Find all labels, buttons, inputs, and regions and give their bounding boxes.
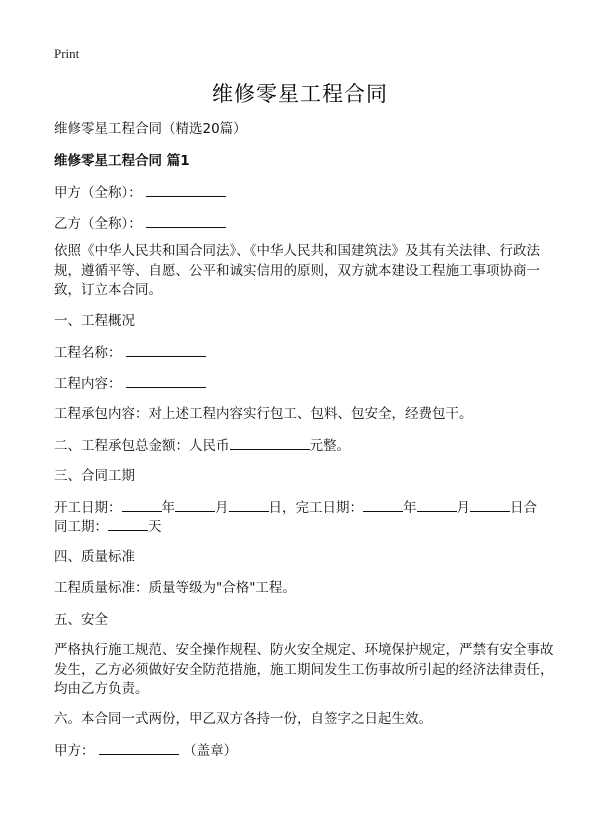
party-b-line — [54, 213, 226, 234]
document-subtitle: 维修零星工程合同（精选20篇） — [54, 121, 247, 137]
party-a-blank[interactable] — [146, 182, 226, 197]
project-name-line — [54, 342, 206, 363]
intro-paragraph: 依照《中华人民共和国合同法》、《中华人民共和国建筑法》及其有关法律、行政法规，遵循平等、自愿、公平和诚实信用的原则，双方就本建设工程施工事项协商一致，订立本合同。 — [54, 243, 540, 298]
section-2-prefix: 二、工程承包总金额：人民币 — [54, 438, 230, 454]
party-a-line — [54, 182, 226, 203]
duration-blank[interactable] — [108, 516, 148, 531]
project-content-label: 工程内容： — [54, 376, 122, 392]
contract-scope: 工程承包内容：对上述工程内容实行包工、包料、包安全，经费包干。 — [54, 406, 473, 422]
start-year-blank[interactable] — [122, 497, 162, 512]
month-label: 月 — [456, 500, 470, 516]
month-label: 月 — [215, 500, 229, 516]
duration-label: 同工期： — [54, 519, 108, 535]
project-name-blank[interactable] — [126, 342, 206, 357]
section-2-line — [54, 435, 350, 456]
section-4-heading: 四、质量标准 — [54, 549, 135, 565]
start-month-blank[interactable] — [175, 497, 215, 512]
section-heading: 维修零星工程合同 篇1 — [54, 153, 190, 169]
start-day-blank[interactable] — [229, 497, 269, 512]
section-3-heading: 三、合同工期 — [54, 468, 135, 484]
duration-line — [54, 516, 162, 537]
project-content-blank[interactable] — [126, 373, 206, 388]
signature-a-line — [54, 740, 237, 761]
project-content-line — [54, 373, 206, 394]
days-unit: 天 — [148, 519, 162, 535]
day-end-label: 日合 — [510, 500, 537, 516]
end-date-label: 完工日期： — [295, 500, 363, 516]
seal-label: （盖章） — [183, 743, 238, 759]
print-label: Print — [54, 46, 80, 61]
section-2-suffix: 元整。 — [309, 438, 350, 454]
party-b-label: 乙方（全称）： — [54, 216, 142, 232]
end-month-blank[interactable] — [417, 497, 457, 512]
section-5-heading: 五、安全 — [54, 612, 108, 628]
amount-blank[interactable] — [230, 435, 310, 450]
safety-paragraph: 严格执行施工规范、安全操作规程、防火安全规定、环境保护规定，严禁有安全事故发生，乙方必须做好安全防范措施，施工期间发生工伤事故所引起的经济法律责任，均由乙方负责。 — [54, 642, 554, 697]
party-a-label: 甲方（全称）： — [54, 185, 142, 201]
end-year-blank[interactable] — [363, 497, 403, 512]
party-b-blank[interactable] — [146, 213, 226, 228]
document-title: 维修零星工程合同 — [212, 82, 388, 106]
section-1-heading: 一、工程概况 — [54, 313, 135, 329]
end-day-blank[interactable] — [470, 497, 510, 512]
day-label: 日， — [268, 500, 296, 516]
sign-a-blank[interactable] — [99, 740, 179, 755]
dates-line — [54, 497, 537, 518]
start-date-label: 开工日期： — [54, 500, 122, 516]
project-name-label: 工程名称： — [54, 345, 122, 361]
section-6-text: 六。本合同一式两份，甲乙双方各持一份，自签字之日起生效。 — [54, 711, 432, 727]
year-label: 年 — [161, 500, 175, 516]
sign-a-label: 甲方： — [54, 743, 95, 759]
year-label: 年 — [403, 500, 417, 516]
quality-standard: 工程质量标准：质量等级为"合格"工程。 — [54, 580, 296, 596]
